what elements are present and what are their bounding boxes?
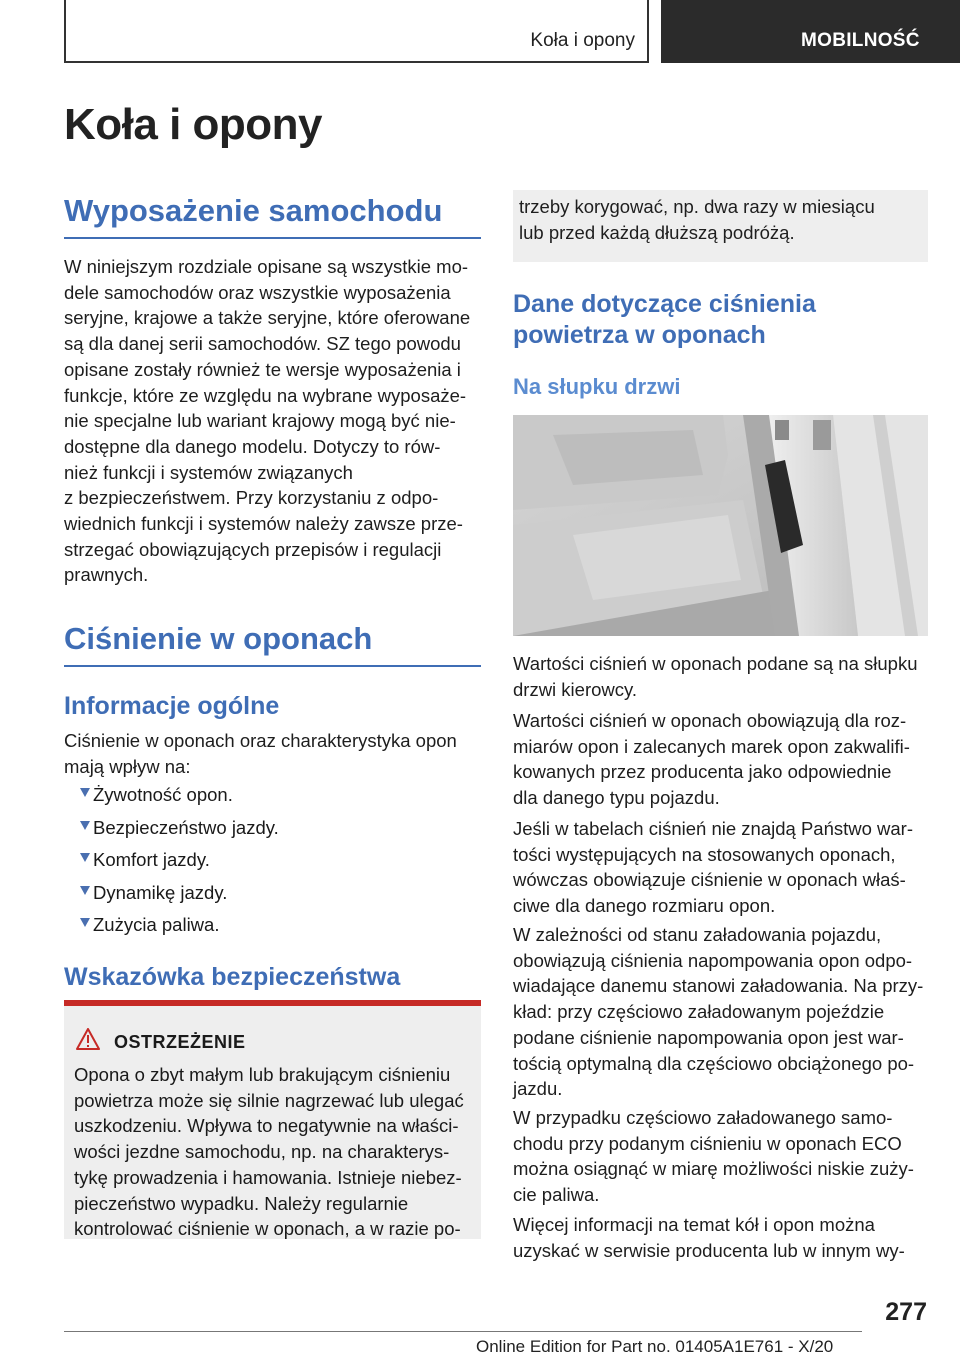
text-line: mają wpływ na: <box>64 755 191 777</box>
list-item-text: Zużycia paliwa. <box>93 914 220 935</box>
triangle-bullet-icon <box>80 918 90 927</box>
section-tab[interactable] <box>661 0 960 63</box>
text-line: drzwi kierowcy. <box>513 678 638 700</box>
heading-safety-note: Wskazówka bezpieczeństwa <box>64 963 401 991</box>
text-line: ciwe dla danego rozmiaru opon. <box>513 895 776 917</box>
text-line: uzyskać w serwisie producenta lub w innym wy‐ <box>513 1239 905 1261</box>
more-info-paragraph <box>513 1212 905 1263</box>
text-line: seryjne, krajowe a także seryjne, które oferowane <box>64 307 471 329</box>
heading-door-pillar: Na słupku drzwi <box>513 374 681 399</box>
text-line: lub przed każdą dłuższą podróżą. <box>519 221 795 243</box>
list-item-text: Żywotność opon. <box>93 784 233 805</box>
text-line: są dla danej serii samochodów. SZ tego powodu <box>64 333 461 355</box>
text-line: miarów opon i zalecanych marek opon zakwalifi‐ <box>513 735 910 757</box>
heading-general-info: Informacje ogólne <box>64 692 280 720</box>
text-line: kowanych przez producenta jako odpowiednie <box>513 761 892 783</box>
heading-equipment: Wyposażenie samochodu <box>64 193 481 239</box>
list-item <box>64 912 481 945</box>
edition-note: Online Edition for Part no. 01405A1E761 - X/20 <box>476 1337 834 1356</box>
list-item-text: Komfort jazdy. <box>93 849 210 870</box>
text-line: wówczas obowiązuje ciśnienie w oponach właś‐ <box>513 869 906 891</box>
text-line: wiadające danemu stanowi załadowania. Na przy‐ <box>513 975 924 997</box>
text-line: strzegać obowiązujących przepisów i regulacji <box>64 538 442 560</box>
text-line: W zależności od stanu załadowania pojazdu, <box>513 924 882 945</box>
heading-line: Dane dotyczące ciśnienia <box>513 290 816 318</box>
general-paragraph <box>64 728 457 779</box>
text-line: tości występujących na stosowanych oponach, <box>513 843 896 865</box>
list-item <box>64 815 481 848</box>
text-line: z bezpieczeństwem. Przy korzystaniu z odpo‐ <box>64 487 439 509</box>
text-line: Ciśnienie w oponach oraz charakterystyka opon <box>64 730 457 751</box>
text-line: W przypadku częściowo załadowanego samo‐ <box>513 1107 893 1128</box>
triangle-bullet-icon <box>80 853 90 862</box>
text-line: tykę prowadzenia i hamowania. Istnieje niebez‐ <box>74 1166 462 1188</box>
text-line: Jeśli w tabelach ciśnień nie znajdą Państwo war‐ <box>513 818 914 839</box>
warning-text-continued <box>519 194 875 245</box>
door-pillar-photo <box>513 415 928 636</box>
validity-paragraph <box>513 708 910 811</box>
text-line: podane ciśnienie napompowania opon jest war‐ <box>513 1026 904 1048</box>
list-item <box>64 782 481 815</box>
text-line: Wartości ciśnień w oponach obowiązują dla roz‐ <box>513 710 907 731</box>
load-state-paragraph <box>513 922 923 1102</box>
text-line: Opona o zbyt małym lub brakującym ciśnieniu <box>74 1064 451 1085</box>
text-line: można osiągnąć w miarę możliwości niskie zuży‐ <box>513 1158 914 1180</box>
warning-text <box>74 1062 474 1242</box>
eco-paragraph <box>513 1105 914 1208</box>
missing-values-paragraph <box>513 816 913 919</box>
section-tab-label: MOBILNOŚĆ <box>801 30 920 51</box>
influence-list <box>64 782 481 945</box>
text-line: wości jezdne samochodu, np. na charakterys‐ <box>74 1141 450 1163</box>
text-line: wiednich funkcji i systemów należy zawsze prze‐ <box>64 513 463 535</box>
text-line: funkcje, które ze względu na wybrane wyposaże‐ <box>64 384 467 406</box>
list-item-text: Dynamikę jazdy. <box>93 881 228 903</box>
list-item <box>64 880 481 913</box>
pillar-paragraph <box>513 651 918 702</box>
triangle-bullet-icon <box>80 886 90 895</box>
text-line: trzeby korygować, np. dwa razy w miesiącu <box>519 196 875 217</box>
text-line: nież funkcji i systemów związanych <box>64 461 353 483</box>
text-line: Wartości ciśnień w oponach podane są na słupku <box>513 653 918 674</box>
triangle-bullet-icon <box>80 821 90 830</box>
text-line: powietrza może się silnie nagrzewać lub ulegać <box>74 1089 464 1111</box>
header-subtitle: Koła i opony <box>530 30 635 51</box>
equipment-paragraph <box>64 254 470 588</box>
text-line: pieczeństwo wypadku. Należy regularnie <box>74 1192 409 1214</box>
text-line: dele samochodów oraz wszystkie wyposażenia <box>64 281 451 303</box>
page-title: Koła i opony <box>64 100 322 149</box>
list-item <box>64 847 481 880</box>
text-line: chodu przy podanym ciśnieniu w oponach ECO <box>513 1132 902 1154</box>
heading-line: powietrza w oponach <box>513 321 766 349</box>
list-item-text: Bezpieczeństwo jazdy. <box>93 816 279 838</box>
text-line: dostępne dla danego modelu. Dotyczy to rów‐ <box>64 435 441 457</box>
text-line: kład: przy częściowo załadowanym pojeździe <box>513 1001 885 1023</box>
text-line: cie paliwa. <box>513 1184 600 1206</box>
text-line: uszkodzeniu. Wpływa to negatywnie na właści‐ <box>74 1115 459 1137</box>
heading-tire-pressure: Ciśnienie w oponach <box>64 621 481 667</box>
heading-pressure-data <box>513 289 816 351</box>
text-line: Więcej informacji na temat kół i opon można <box>513 1214 875 1235</box>
triangle-bullet-icon <box>80 788 90 797</box>
text-line: jazdu. <box>513 1078 563 1100</box>
warning-box <box>64 1006 481 1239</box>
page-number: 277 <box>885 1298 927 1326</box>
header-frame <box>64 0 649 63</box>
text-line: nie specjalne lub wariant krajowy mogą być nie‐ <box>64 410 456 432</box>
warning-triangle-icon <box>76 1028 100 1050</box>
warning-label: OSTRZEŻENIE <box>114 1032 246 1052</box>
text-line: dla danego typu pojazdu. <box>513 787 720 809</box>
footer-rule <box>64 1331 862 1332</box>
warning-box-continued <box>513 190 928 262</box>
text-line: kontrolować ciśnienie w oponach, a w razie po‐ <box>74 1218 461 1240</box>
text-line: obowiązują ciśnienia napompowania opon odpo‐ <box>513 949 913 971</box>
text-line: opisane zostały również te wersje wyposażenia i <box>64 358 461 380</box>
text-line: prawnych. <box>64 564 149 586</box>
text-line: W niniejszym rozdziale opisane są wszystkie mo‐ <box>64 256 469 277</box>
text-line: tością optymalną dla częściowo obciążonego po‐ <box>513 1052 915 1074</box>
